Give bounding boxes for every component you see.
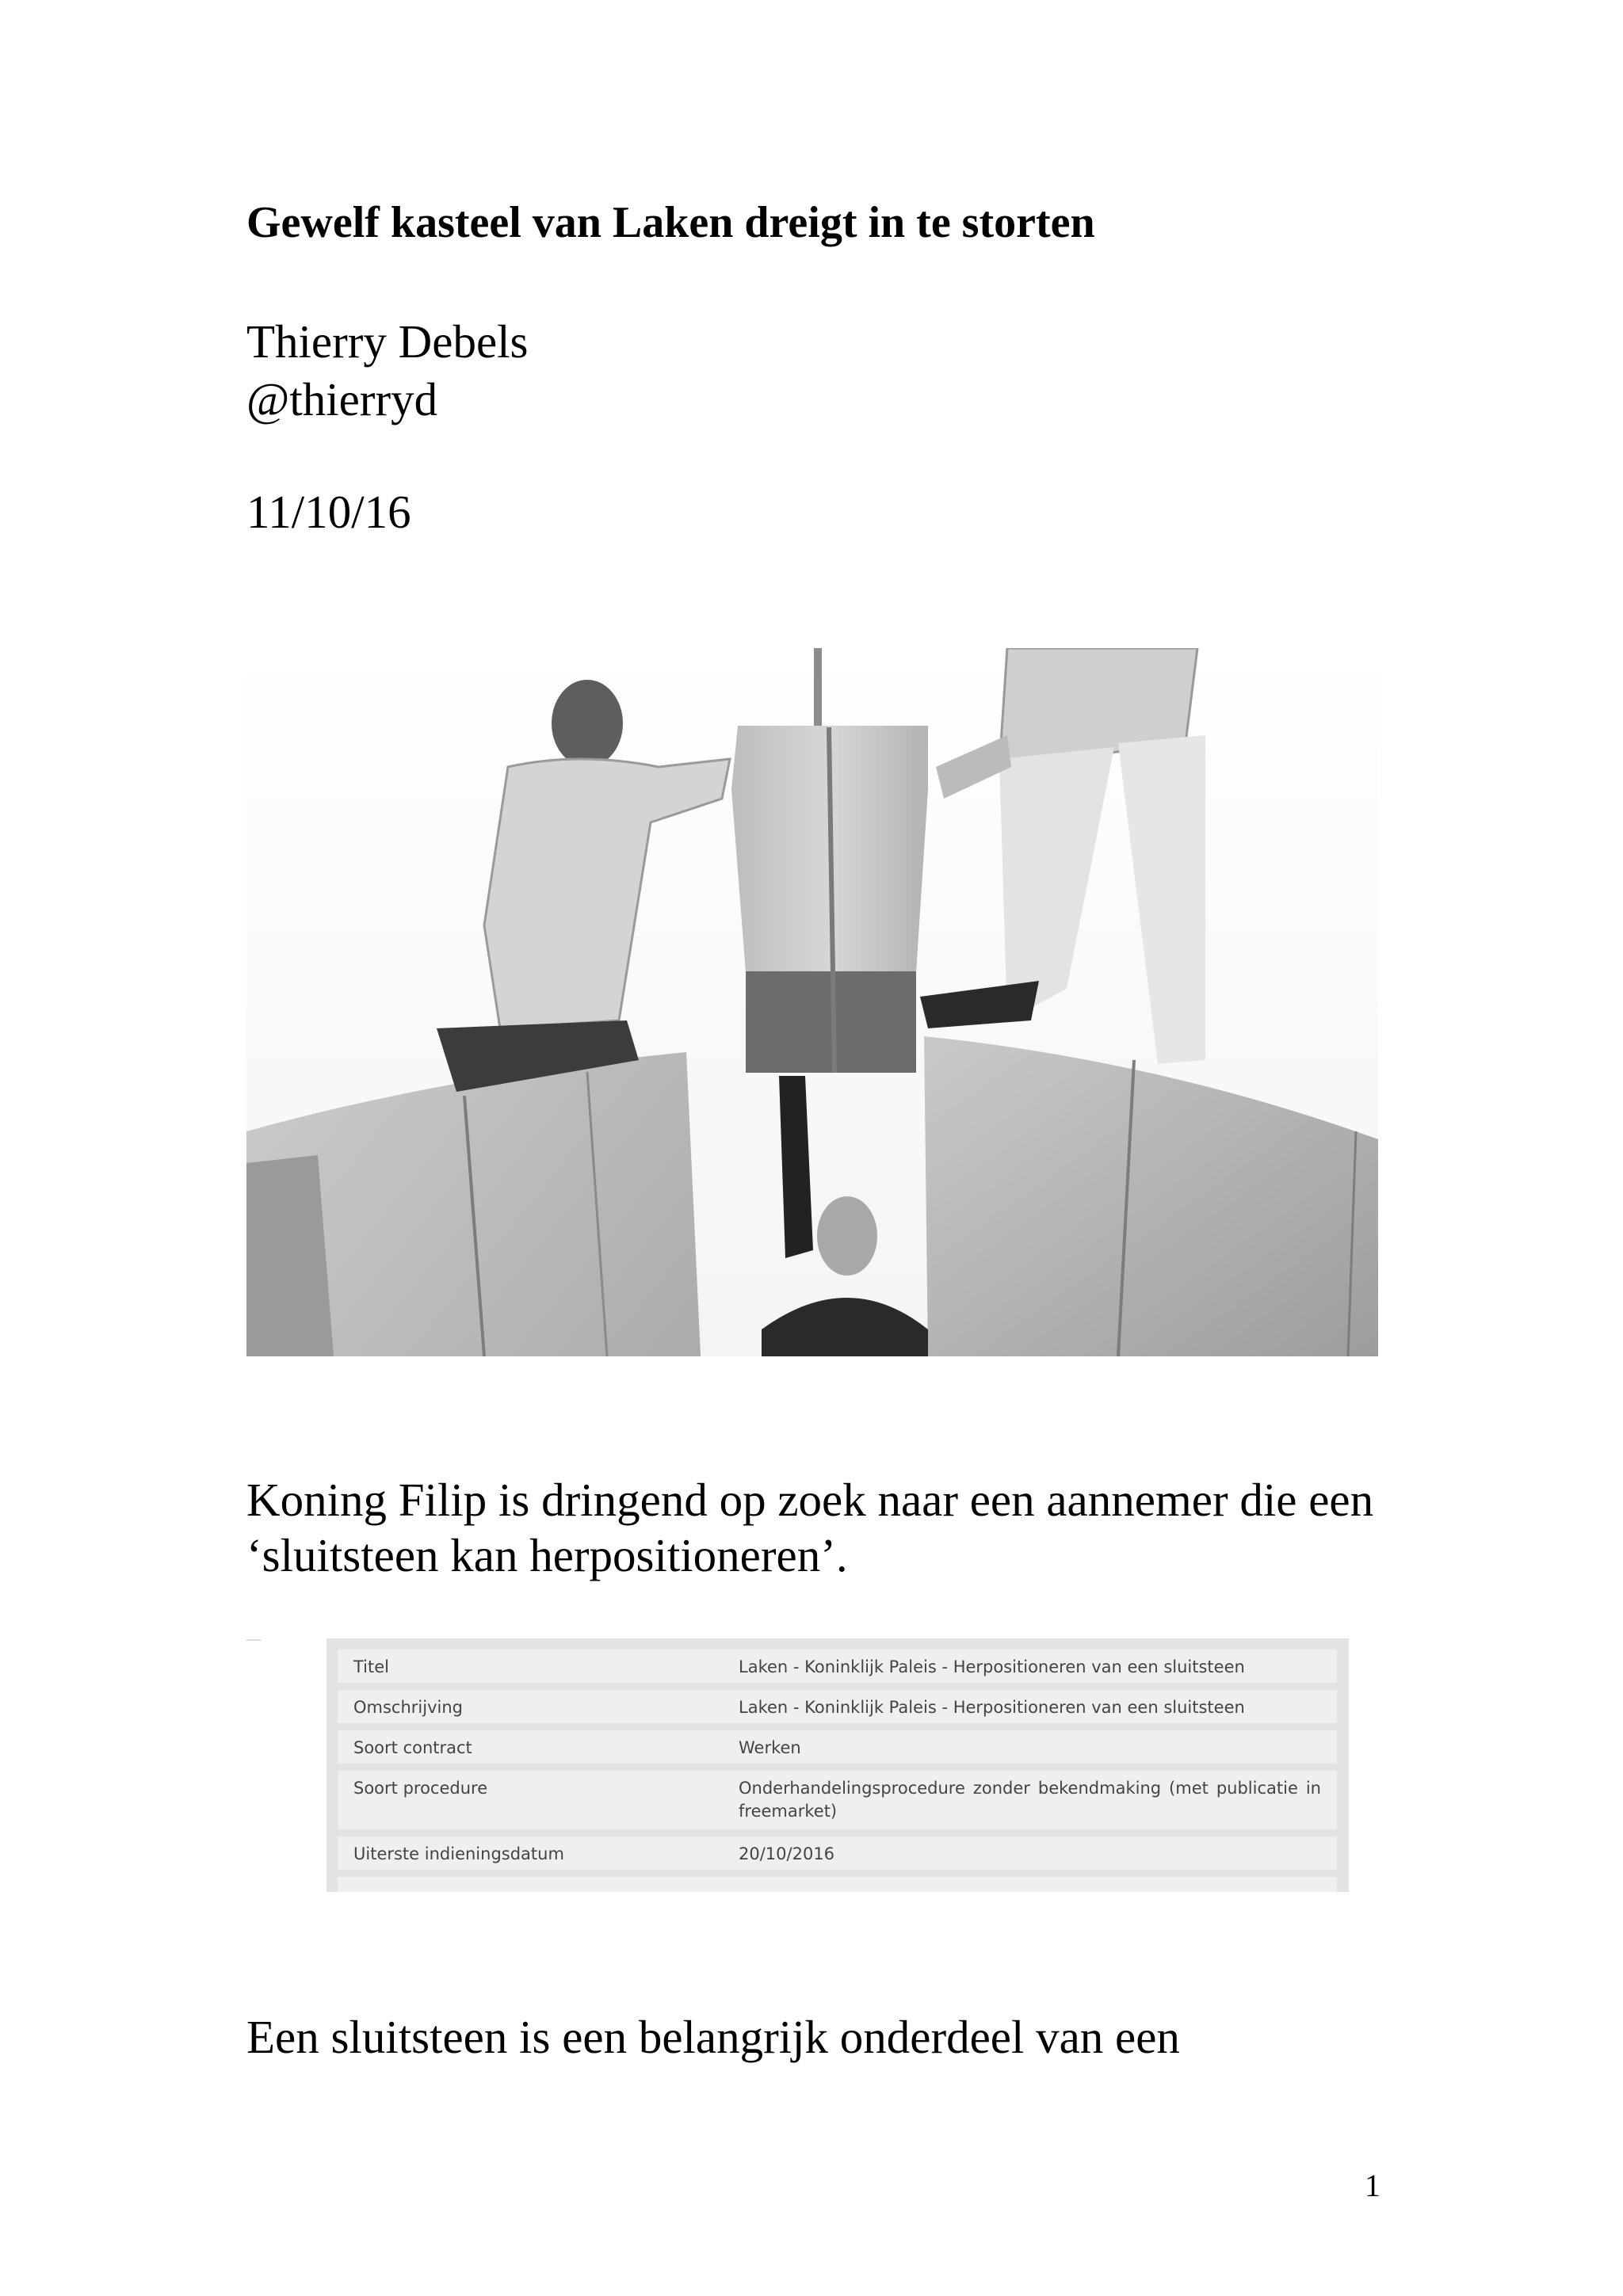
author-handle: @thierryd xyxy=(246,373,438,425)
keystone-photo xyxy=(246,648,1378,1356)
divider xyxy=(246,1639,261,1641)
publication-date: 11/10/16 xyxy=(246,486,411,538)
byline xyxy=(246,313,529,429)
row-label: Titel xyxy=(338,1650,726,1683)
intro-paragraph: Koning Filip is dringend op zoek naar een aannemer die een ‘sluitsteen kan herpositioneren’. xyxy=(246,1474,1374,1581)
row-value: Laken - Koninklijk Paleis - Herpositioneren van een sluitsteen xyxy=(723,1690,1337,1723)
tender-details-screenshot xyxy=(327,1638,1349,1892)
row-label: Soort contract xyxy=(338,1730,726,1764)
author-name: Thierry Debels xyxy=(246,315,529,368)
row-label: Omschrijving xyxy=(338,1690,726,1723)
page-number: 1 xyxy=(1365,2168,1381,2203)
row-label: Uiterste indieningsdatum xyxy=(338,1836,726,1870)
row-value: Laken - Koninklijk Paleis - Herpositioneren van een sluitsteen xyxy=(723,1650,1337,1683)
row-value: Werken xyxy=(723,1730,1337,1764)
row-value: Onderhandelingsprocedure zonder bekendmaking (met publicatie in freemarket) xyxy=(723,1771,1337,1829)
body-paragraph: Een sluitsteen is een belangrijk onderdeel van een xyxy=(246,2011,1180,2063)
article-title: Gewelf kasteel van Laken dreigt in te storten xyxy=(246,198,1095,247)
row-value: 20/10/2016 xyxy=(723,1836,1337,1870)
row-label: Soort procedure xyxy=(338,1771,726,1829)
